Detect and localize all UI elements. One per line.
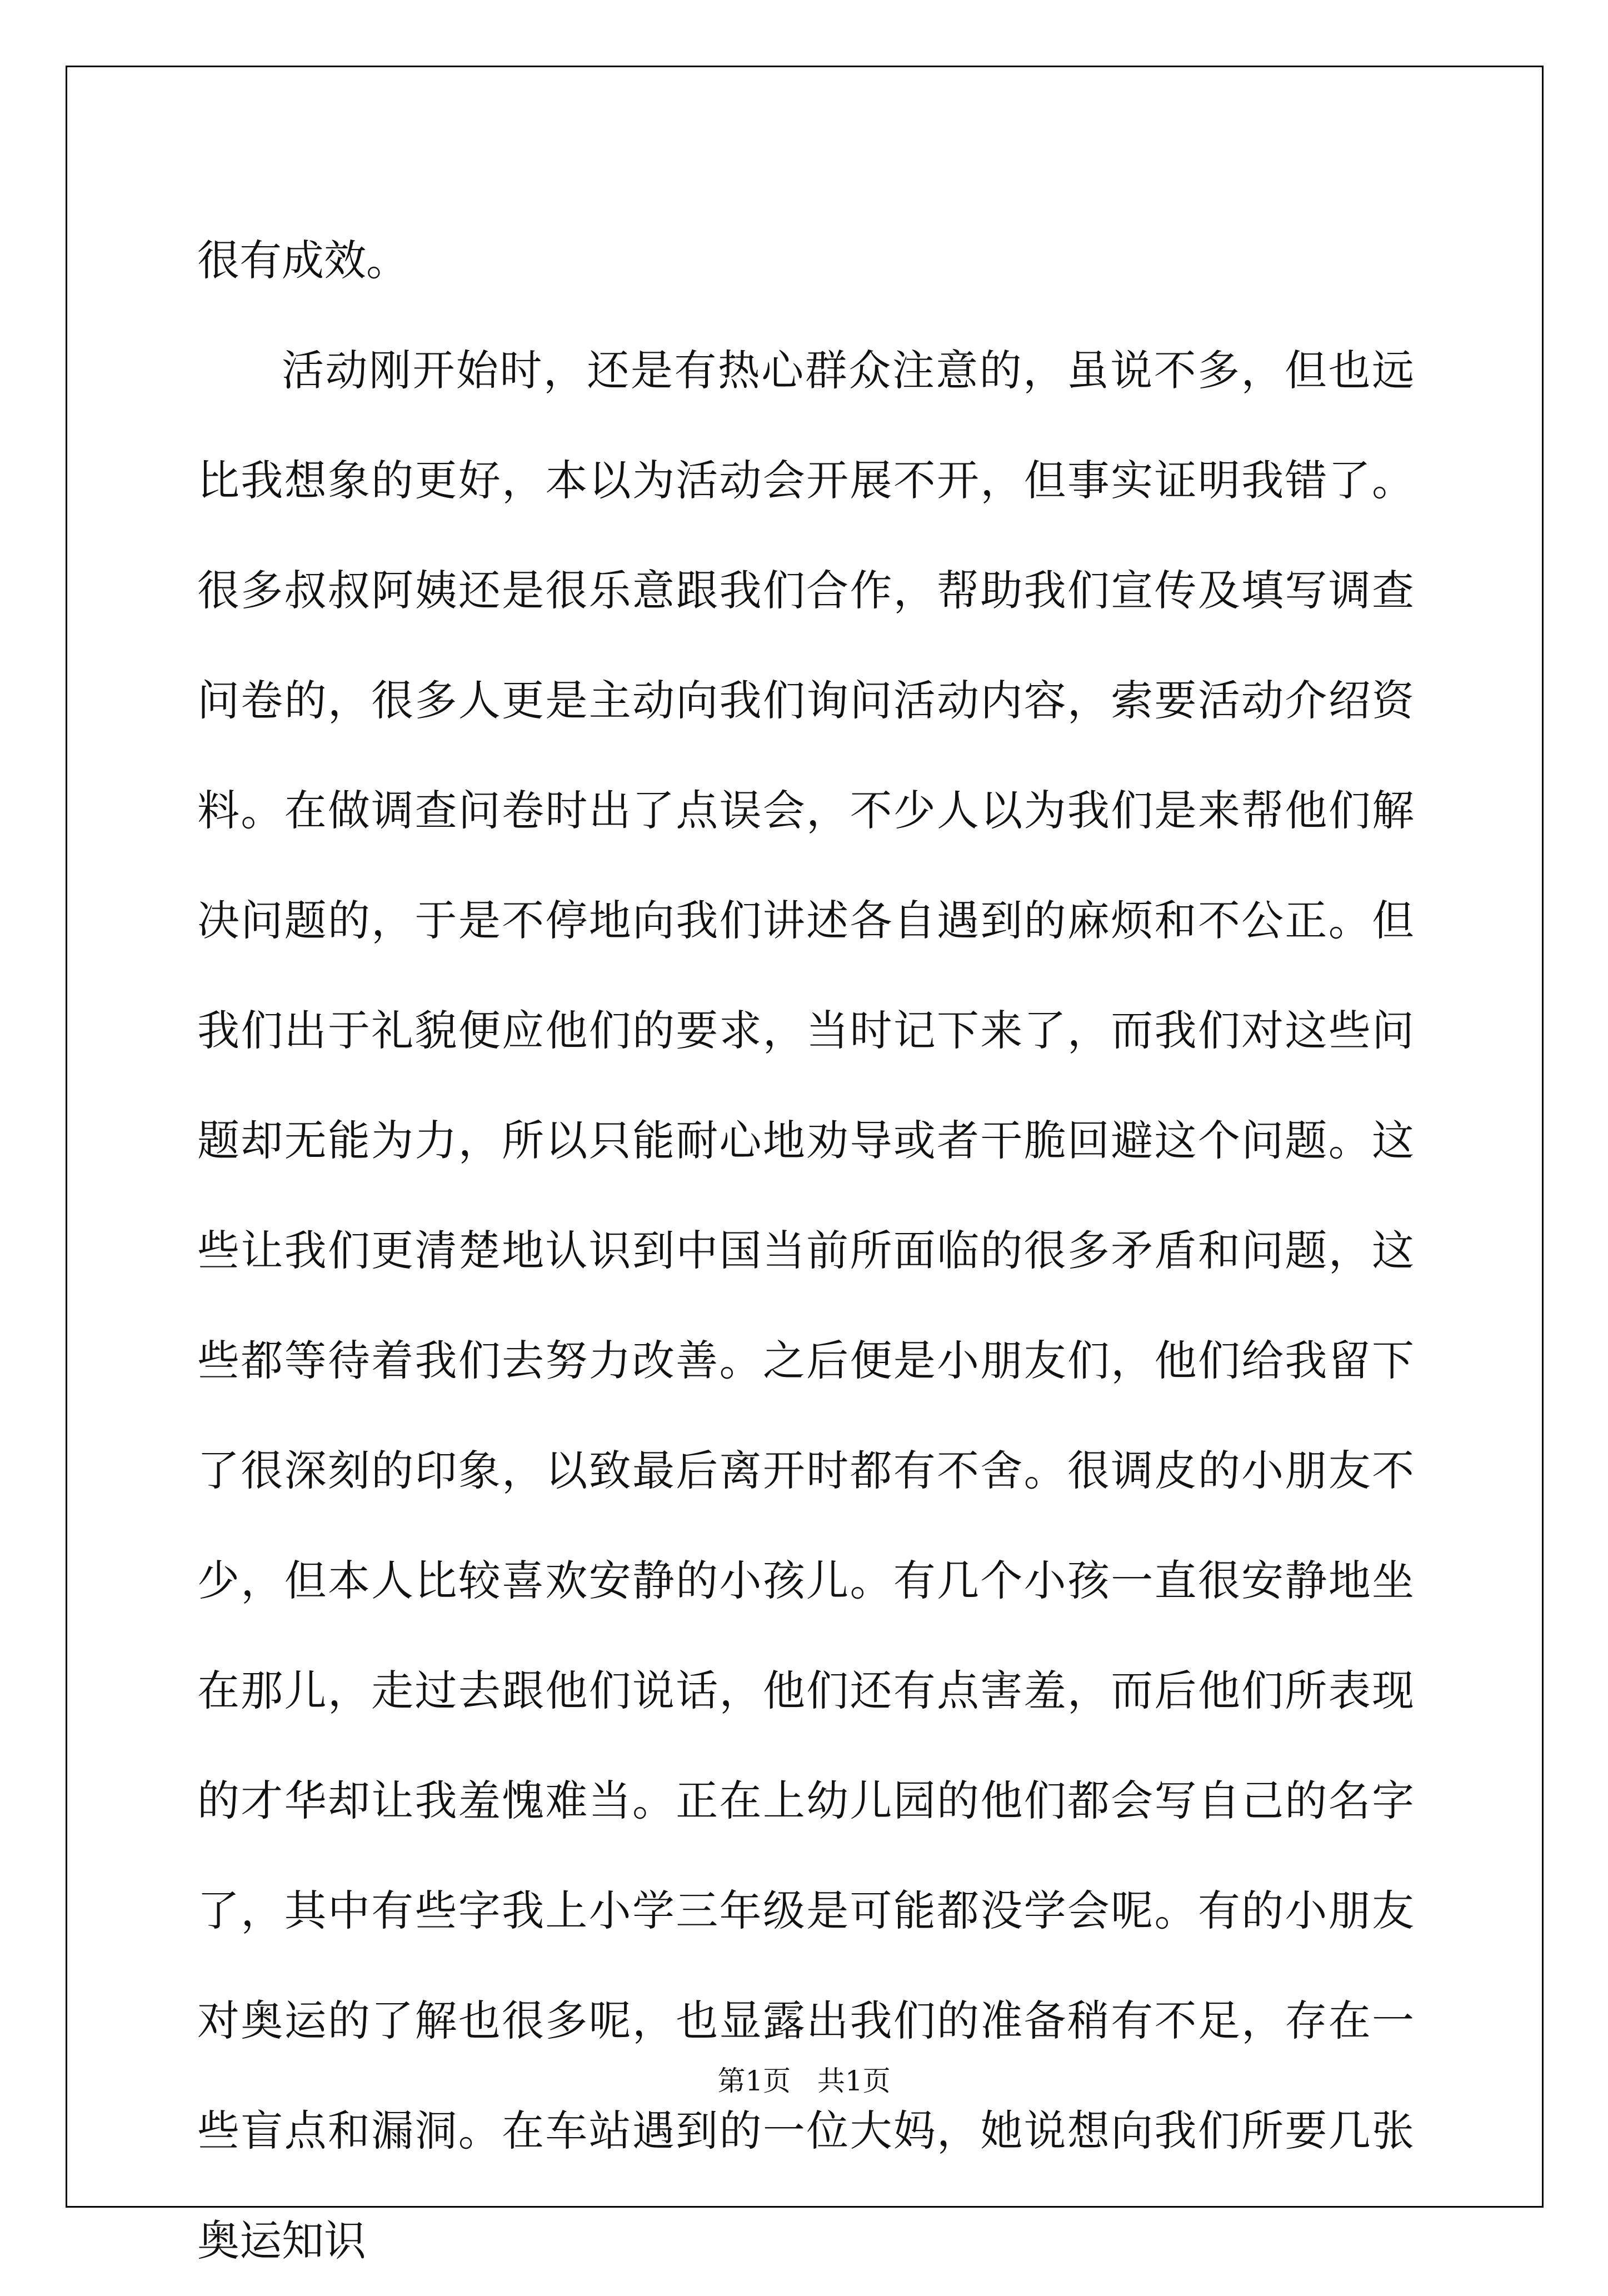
document-body	[197, 206, 1414, 2296]
page-number-total: 共1页	[817, 2065, 891, 2097]
paragraph-1: 很有成效。	[197, 236, 408, 285]
page-footer	[0, 2064, 1608, 2098]
page-number-current: 第1页	[717, 2065, 791, 2097]
footer-separator	[791, 2065, 817, 2097]
paragraph-2: 活动刚开始时，还是有热心群众注意的，虽说不多，但也远比我想象的更好，本以为活动会开展不开，但事实证明我错了。很多叔叔阿姨还是很乐意跟我们合作，帮助我们宣传及填写调查问卷的，很多人更是主动向我们询问活动内容，索要活动介绍资料。在做调查问卷时出了点误会，不少人以为我们是来帮他们解决问题的，于是不停地向我们讲述各自遇到的麻烦和不公正。但我们出于礼貌便应他们的要求，当时记下来了，而我们对这些问题却无能为力，所以只能耐心地劝导或者干脆回避这个问题。这些让我们更清楚地认识到中国当前所面临的很多矛盾和问题，这些都等待着我们去努力改善。之后便是小朋友们，他们给我留下了很深刻的印象，以致最后离开时都有不舍。很调皮的小朋友不少，但本人比较喜欢安静的小孩儿。有几个小孩一直很安静地坐在那儿，走过去跟他们说话，他们还有点害羞，而后他们所表现的才华却让我羞愧难当。正在上幼儿园的他们都会写自己的名字了，其中有些字我上小学三年级是可能都没学会呢。有的小朋友对奥运的了解也很多呢，也显露出我们的准备稍有不足，存在一些盲点和漏洞。在车站遇到的一位大妈，她说想向我们所要几张奥运知识	[197, 346, 1414, 2265]
